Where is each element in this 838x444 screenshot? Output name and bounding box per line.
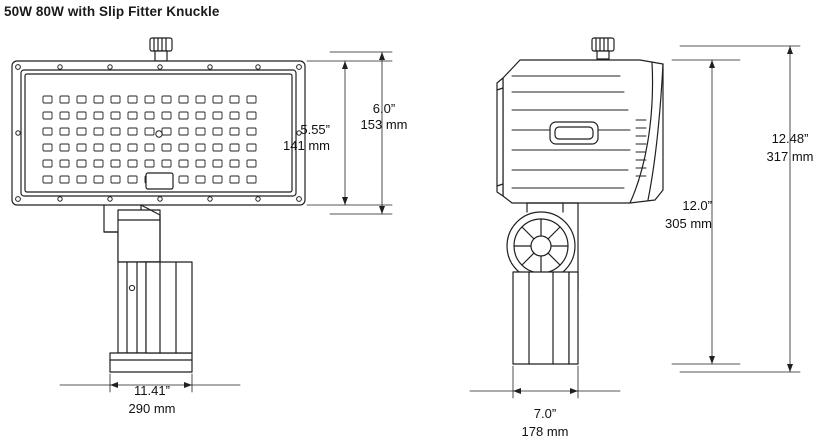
side-outer-dimension-inches: 12.48” — [771, 131, 809, 146]
side-outer-dimension-mm: 317 mm — [766, 149, 814, 164]
side-depth-dimension-mm: 178 mm — [521, 424, 569, 439]
front-view-group — [12, 38, 392, 392]
front-width-dimension-mm: 290 mm — [128, 401, 176, 416]
page-title: 50W 80W with Slip Fitter Knuckle — [4, 4, 220, 19]
front-outer-dimension-mm: 153 mm — [360, 117, 408, 132]
front-inner-dimension-mm: 141 mm — [283, 138, 330, 153]
front-width-dimension-inches: 11.41” — [134, 383, 170, 398]
front-inner-dimension-inches: 5.55” — [300, 122, 330, 137]
side-inner-dimension-mm: 305 mm — [665, 216, 712, 231]
side-inner-dimension-inches: 12.0” — [682, 198, 712, 213]
front-outer-dimension-inches: 6.0” — [372, 101, 396, 116]
side-depth-dimension-inches: 7.0” — [533, 406, 557, 421]
